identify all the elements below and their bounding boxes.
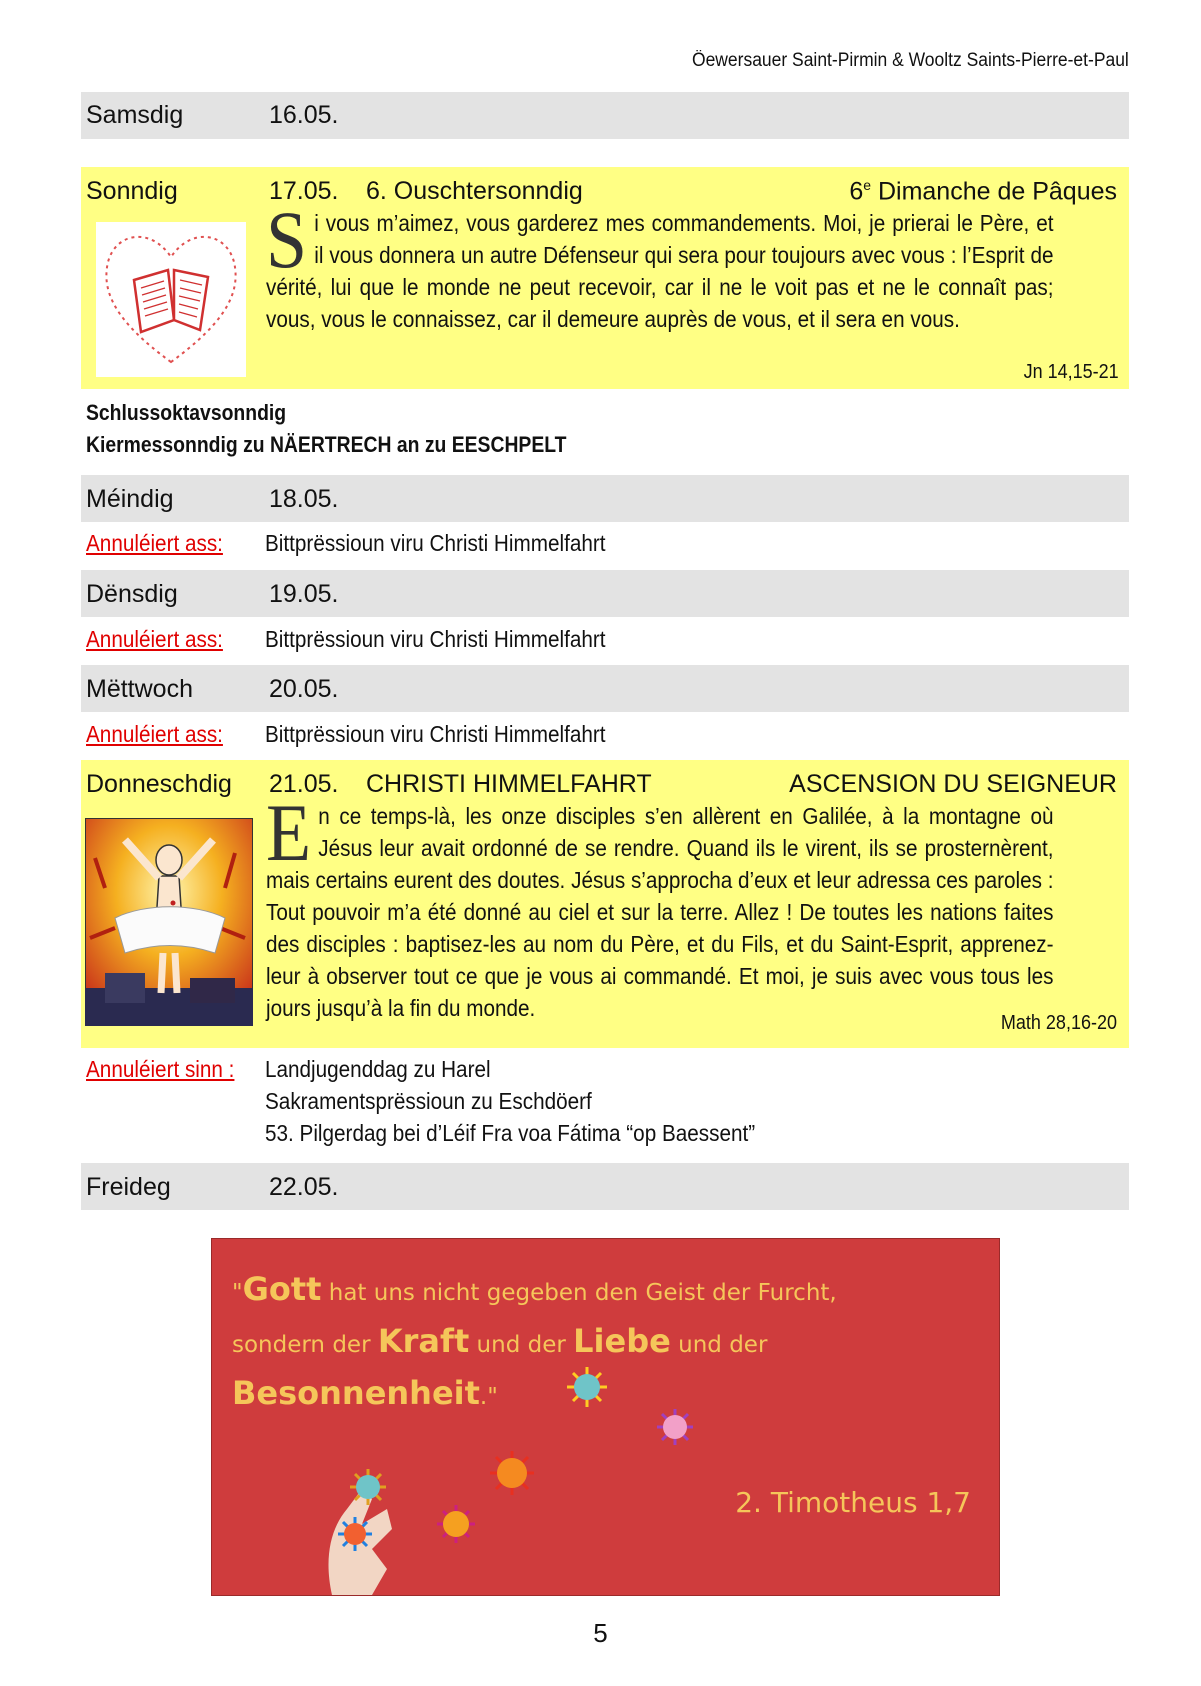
day-label: Samsdig bbox=[86, 101, 184, 129]
feast-title-fr: ASCENSION DU SEIGNEUR bbox=[789, 770, 1117, 798]
heart-bible-image bbox=[96, 222, 246, 377]
bible-reference: 2. Timotheus 1,7 bbox=[735, 1486, 971, 1519]
day-date: 16.05. bbox=[269, 101, 339, 129]
note-line: Schlussoktavsonndig bbox=[86, 400, 287, 425]
day-date: 20.05. bbox=[269, 675, 339, 703]
day-label: Donneschdig bbox=[86, 770, 232, 798]
cancel-label: Annuléiert ass: bbox=[86, 721, 223, 747]
cancel-label: Annuléiert sinn : bbox=[86, 1056, 235, 1082]
heart-bible-icon bbox=[96, 222, 246, 377]
bible-quote: "Gott hat uns nicht gegeben den Geist der Furcht, sondern der Kraft und der Liebe und der Besonnenheit." bbox=[232, 1270, 837, 1412]
cancel-text: Landjugenddag zu Harel bbox=[265, 1056, 491, 1082]
cancel-text: 53. Pilgerdag bei d’Léif Fra voa Fátima “op Baessent” bbox=[265, 1120, 756, 1146]
cancel-label: Annuléiert ass: bbox=[86, 530, 223, 556]
ascension-icon bbox=[85, 818, 253, 1026]
day-row-samsdig bbox=[81, 92, 1129, 139]
day-row-densdig bbox=[81, 570, 1129, 617]
page-header: Öewersauer Saint-Pirmin & Wooltz Saints-Pierre-et-Paul bbox=[692, 50, 1129, 71]
gospel-text: En ce temps-là, les onze disciples s’en allèrent en Galilée, à la montagne où Jésus leur avait ordonné de se rendre. Quand ils le virent, ils se prosternèrent, mais certains eurent des doutes. Jésus s’approcha d’eux et leur adressa ces paroles : Tout pouvoir m’a été donné au ciel et sur la terre. Allez ! De toutes les nations faites des disciples : baptisez-les au nom du Père, et du Fils, et du Saint-Esprit, apprenez-leur à observer tout ce que je vous ai commandé. Et moi, je suis avec vous tous les jours jusqu’à la fin du monde. bbox=[266, 787, 1054, 1021]
day-label: Freideg bbox=[86, 1173, 171, 1201]
dropcap: E bbox=[266, 787, 312, 878]
day-label: Dënsdig bbox=[86, 580, 178, 608]
cancel-text: Sakramentsprëssioun zu Eschdöerf bbox=[265, 1088, 592, 1114]
day-date: 19.05. bbox=[269, 580, 339, 608]
day-date: 22.05. bbox=[269, 1173, 339, 1201]
day-row-mettwoch bbox=[81, 665, 1129, 712]
note-line: Kiermessonndig zu NÄERTRECH an zu EESCHPELT bbox=[86, 432, 567, 457]
day-date: 18.05. bbox=[269, 485, 339, 513]
cancel-text: Bittprëssioun viru Christi Himmelfahrt bbox=[265, 721, 606, 747]
dropcap: S bbox=[266, 194, 308, 285]
gospel-reference: Jn 14,15-21 bbox=[1023, 361, 1119, 383]
feast-title-fr: 6e Dimanche de Pâques bbox=[849, 177, 1117, 206]
day-block-sonndig bbox=[81, 167, 1129, 389]
cancel-text: Bittprëssioun viru Christi Himmelfahrt bbox=[265, 530, 606, 556]
day-label: Méindig bbox=[86, 485, 174, 513]
cancel-text: Bittprëssioun viru Christi Himmelfahrt bbox=[265, 626, 606, 652]
feast-title-lb: 6. Ouschtersonndig bbox=[366, 177, 583, 205]
day-row-meindig bbox=[81, 475, 1129, 522]
cancel-label: Annuléiert ass: bbox=[86, 626, 223, 652]
feast-title-lb: CHRISTI HIMMELFAHRT bbox=[366, 770, 652, 798]
virus-figures-icon bbox=[212, 1239, 999, 1595]
gospel-reference: Math 28,16-20 bbox=[1000, 1012, 1117, 1034]
day-date: 17.05. bbox=[269, 177, 339, 205]
day-row-freideg bbox=[81, 1163, 1129, 1210]
day-label: Mëttwoch bbox=[86, 675, 193, 703]
bible-quote-banner bbox=[211, 1238, 1000, 1596]
day-block-donneschdig bbox=[81, 760, 1129, 1048]
ascension-image bbox=[85, 818, 253, 1026]
gospel-text: Si vous m’aimez, vous garderez mes commandements. Moi, je prierai le Père, et il vous donnera un autre Défenseur qui sera pour toujours avec vous : l’Esprit de vérité, lui que le monde ne peut recevoir, car il ne le voit pas et ne le connaît pas; vous, vous le connaissez, car il demeure auprès de vous, et il sera en vous. bbox=[266, 194, 1054, 332]
day-label: Sonndig bbox=[86, 177, 178, 205]
day-date: 21.05. bbox=[269, 770, 339, 798]
page-number: 5 bbox=[593, 1618, 608, 1648]
